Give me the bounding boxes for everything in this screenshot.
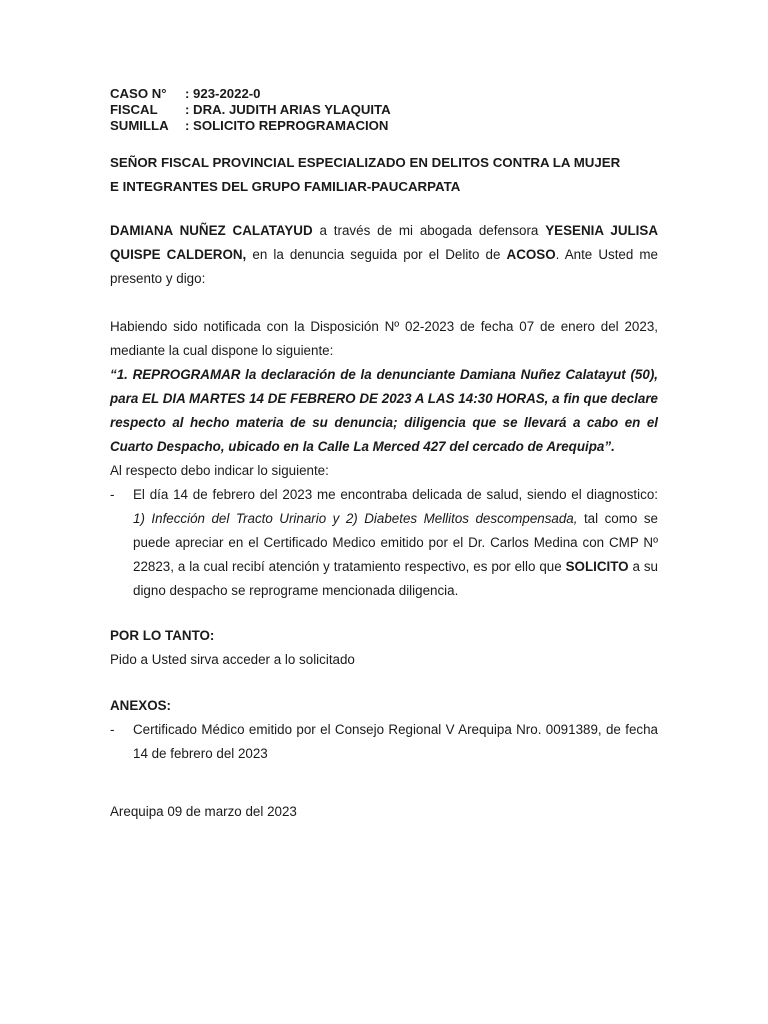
anexo-text: Certificado Médico emitido por el Consejo Regional V Arequipa Nro. 0091389, de fecha 14 de febrero del 2023 <box>133 722 658 761</box>
bullet-text-1: El día 14 de febrero del 2023 me encontraba delicada de salud, siendo el diagnostico: <box>133 487 658 502</box>
summary-value: : SOLICITO REPROGRAMACION <box>185 118 389 133</box>
solicito-word: SOLICITO <box>565 559 629 574</box>
addressee <box>110 151 658 199</box>
anexos-heading: ANEXOS: <box>110 698 172 713</box>
crime-name: ACOSO <box>506 247 556 262</box>
case-number-value: : 923-2022-0 <box>185 86 261 101</box>
health-bullet-text <box>133 483 658 603</box>
bullet-text-3: a su digno despacho se reprograme mencionada diligencia. <box>133 559 659 598</box>
bullet-text-2: tal como se puede apreciar en el Certificado Medico emitido por el Dr. Carlos Medina con CMP Nº 22823, a la cual recibí atención y tratamiento respectivo, es por ello que <box>133 511 658 574</box>
document-page <box>110 86 658 824</box>
petition-text: Pido a Usted sirva acceder a lo solicitado <box>110 652 355 667</box>
case-header <box>110 86 391 134</box>
por-lo-tanto-heading: POR LO TANTO: <box>110 628 215 643</box>
followup-text: Al respecto debo indicar lo siguiente: <box>110 463 329 478</box>
addressee-line-2: E INTEGRANTES DEL GRUPO FAMILIAR-PAUCARPATA <box>110 179 461 194</box>
document-date: Arequipa 09 de marzo del 2023 <box>110 804 297 819</box>
summary-row <box>110 118 391 134</box>
bullet-dash: - <box>110 722 115 737</box>
disposition-quote: “1. REPROGRAMAR la declaración de la denunciante Damiana Nuñez Calatayut (50), para EL DIA MARTES 14 DE FEBRERO DE 2023 A LAS 14:30 HORAS, a fin que declare respecto al hecho materia de su denuncia; diligencia que se llevará a cabo en el Cuarto Despacho, ubicado en la Calle La Merced 427 del cercado de Arequipa”. <box>110 367 658 454</box>
intro-text-1: a través de mi abogada defensora <box>312 223 546 238</box>
diagnosis-text: 1) Infección del Tracto Urinario y 2) Diabetes Mellitos descompensada, <box>133 511 578 526</box>
lawyer-name: YESENIA JULISA QUISPE CALDERON, <box>110 223 658 262</box>
case-number-row <box>110 86 391 102</box>
addressee-line-1: SEÑOR FISCAL PROVINCIAL ESPECIALIZADO EN DELITOS CONTRA LA MUJER <box>110 155 621 170</box>
anexo-bullet <box>110 718 658 766</box>
notification-paragraph: Habiendo sido notificada con la Disposición Nº 02-2023 de fecha 07 de enero del 2023, mediante la cual dispone lo siguiente: <box>110 319 658 358</box>
summary-label: SUMILLA <box>110 118 169 133</box>
intro-paragraph <box>110 219 658 291</box>
case-number-label: CASO N° <box>110 86 167 101</box>
intro-text-2: en la denuncia seguida por el Delito de <box>246 247 507 262</box>
bullet-dash: - <box>110 487 115 502</box>
prosecutor-label: FISCAL <box>110 102 158 117</box>
petitioner-name: DAMIANA NUÑEZ CALATAYUD <box>110 223 313 238</box>
prosecutor-row <box>110 102 391 118</box>
intro-text-3: . Ante Usted me presento y digo: <box>110 247 659 286</box>
prosecutor-value: : DRA. JUDITH ARIAS YLAQUITA <box>185 102 391 117</box>
health-bullet <box>110 483 658 603</box>
